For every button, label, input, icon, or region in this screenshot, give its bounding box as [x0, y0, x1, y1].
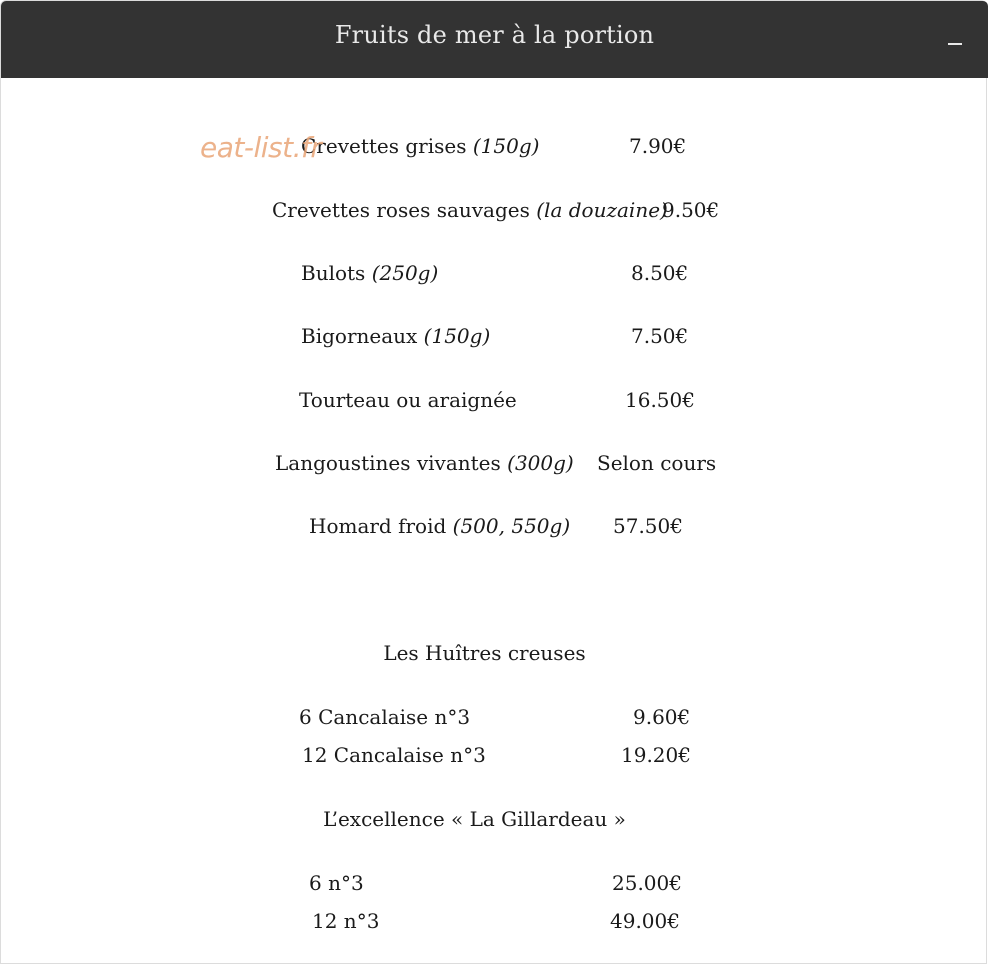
oyster-item-name: 6 Cancalaise n°3	[299, 705, 471, 729]
menu-item-price: 7.50€	[631, 324, 689, 348]
menu-item-price: Selon cours	[597, 451, 717, 475]
menu-item-name: Tourteau ou araignée	[299, 388, 517, 412]
oyster-item-name: 12 Cancalaise n°3	[302, 743, 486, 767]
menu-item-name: Homard froid (500, 550g)	[309, 514, 571, 538]
section-heading-gillardeau: L’excellence « La Gillardeau »	[323, 807, 626, 831]
gillardeau-item-price: 49.00€	[610, 909, 680, 933]
gillardeau-item-name: 12 n°3	[312, 909, 380, 933]
gillardeau-item-price: 25.00€	[612, 871, 682, 895]
menu-item-price: 16.50€	[625, 388, 695, 412]
menu-item-name: Bulots (250g)	[301, 261, 439, 285]
menu-item-name: Bigorneaux (150g)	[301, 324, 491, 348]
oyster-item-price: 9.60€	[633, 705, 691, 729]
menu-item-name: Crevettes roses sauvages (la douzaine)	[272, 198, 668, 222]
section-heading-huitres: Les Huîtres creuses	[383, 641, 586, 665]
panel-title: Fruits de mer à la portion	[334, 21, 655, 49]
menu-item-price: 57.50€	[613, 514, 683, 538]
menu-item-price: 9.50€	[662, 198, 720, 222]
collapse-icon[interactable]	[948, 43, 962, 45]
menu-item-name: Langoustines vivantes (300g)	[275, 451, 574, 475]
watermark-logo: eat-list.fr	[200, 131, 322, 164]
gillardeau-item-name: 6 n°3	[309, 871, 364, 895]
oyster-item-price: 19.20€	[621, 743, 691, 767]
menu-item-price: 7.90€	[629, 134, 687, 158]
accordion-header[interactable]	[1, 1, 988, 78]
menu-item-price: 8.50€	[631, 261, 689, 285]
menu-item-name: Crevettes grises (150g)	[301, 134, 540, 158]
